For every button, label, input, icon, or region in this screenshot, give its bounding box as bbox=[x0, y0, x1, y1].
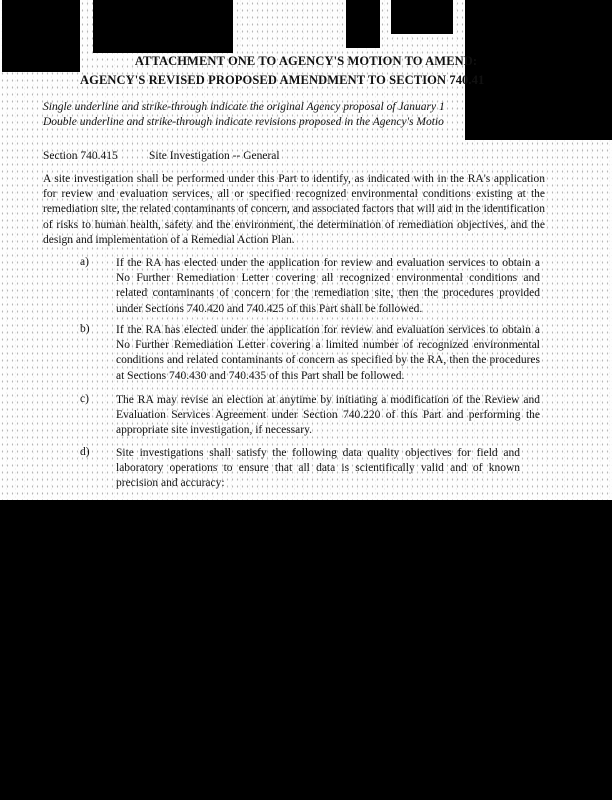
subsection-marker-d: d) bbox=[80, 446, 90, 458]
intro-paragraph: A site investigation shall be performed under this Part to identify, as indicated with in the RA's application for review and evaluation services, all or specified recognized environmental conditions existing at the remediation site, the related contaminants of concern, and associated factors that will aid in the identification of risks to human health, safety and the environment, the determination of remediation objectives, and the design and implementation of a Remedial Action Plan. bbox=[43, 173, 545, 246]
subsection-c-text: The RA may revise an election at anytime by initiating a modification of the Review and Evaluation Services Agreement under Section 740.220 of this Part and performing the appropriate site investigation, if necessary. bbox=[116, 394, 540, 437]
section-number: Section 740.415 bbox=[43, 150, 118, 162]
section-title: Site Investigation -- General bbox=[149, 150, 280, 162]
section-header bbox=[43, 150, 280, 162]
redaction-block bbox=[346, 0, 380, 48]
subsection-marker-c: c) bbox=[80, 393, 89, 405]
attachment-heading: ATTACHMENT ONE TO AGENCY'S MOTION TO AMEND: bbox=[134, 54, 478, 68]
redaction-block bbox=[465, 0, 612, 140]
subsection-a-text: If the RA has elected under the application for review and evaluation services to obtain a No Further Remediation Letter covering all recognized environmental conditions and related contaminants of concern for the remediation site, then the procedures provided under Sections 740.420 and 740.425 of this Part shall be followed. bbox=[116, 257, 540, 315]
subsection-d-text: Site investigations shall satisfy the following data quality objectives for field and laboratory operations to ensure that all data is scientifically valid and of known precision and accuracy: bbox=[116, 447, 520, 490]
double-underline-note: Double underline and strike-through indicate revisions proposed in the Agency's Motio bbox=[43, 116, 444, 128]
subsection-b-text: If the RA has elected under the application for review and evaluation services to obtain a No Further Remediation Letter covering a limited number of recognized environmental conditions and related contaminants of concern as specified by the RA, then the procedures at Sections 740.430 and 740.435 of this Part shall be followed. bbox=[116, 324, 540, 382]
amendment-heading: AGENCY'S REVISED PROPOSED AMENDMENT TO SECTION 740.41 bbox=[80, 73, 485, 87]
subsection-marker-a: a) bbox=[80, 256, 89, 268]
redaction-block bbox=[93, 0, 233, 53]
underline-note: Single underline and strike-through indicate the original Agency proposal of January 1 bbox=[43, 101, 445, 113]
subsection-marker-b: b) bbox=[80, 323, 90, 335]
redaction-block bbox=[0, 500, 612, 800]
redaction-block bbox=[391, 0, 453, 34]
